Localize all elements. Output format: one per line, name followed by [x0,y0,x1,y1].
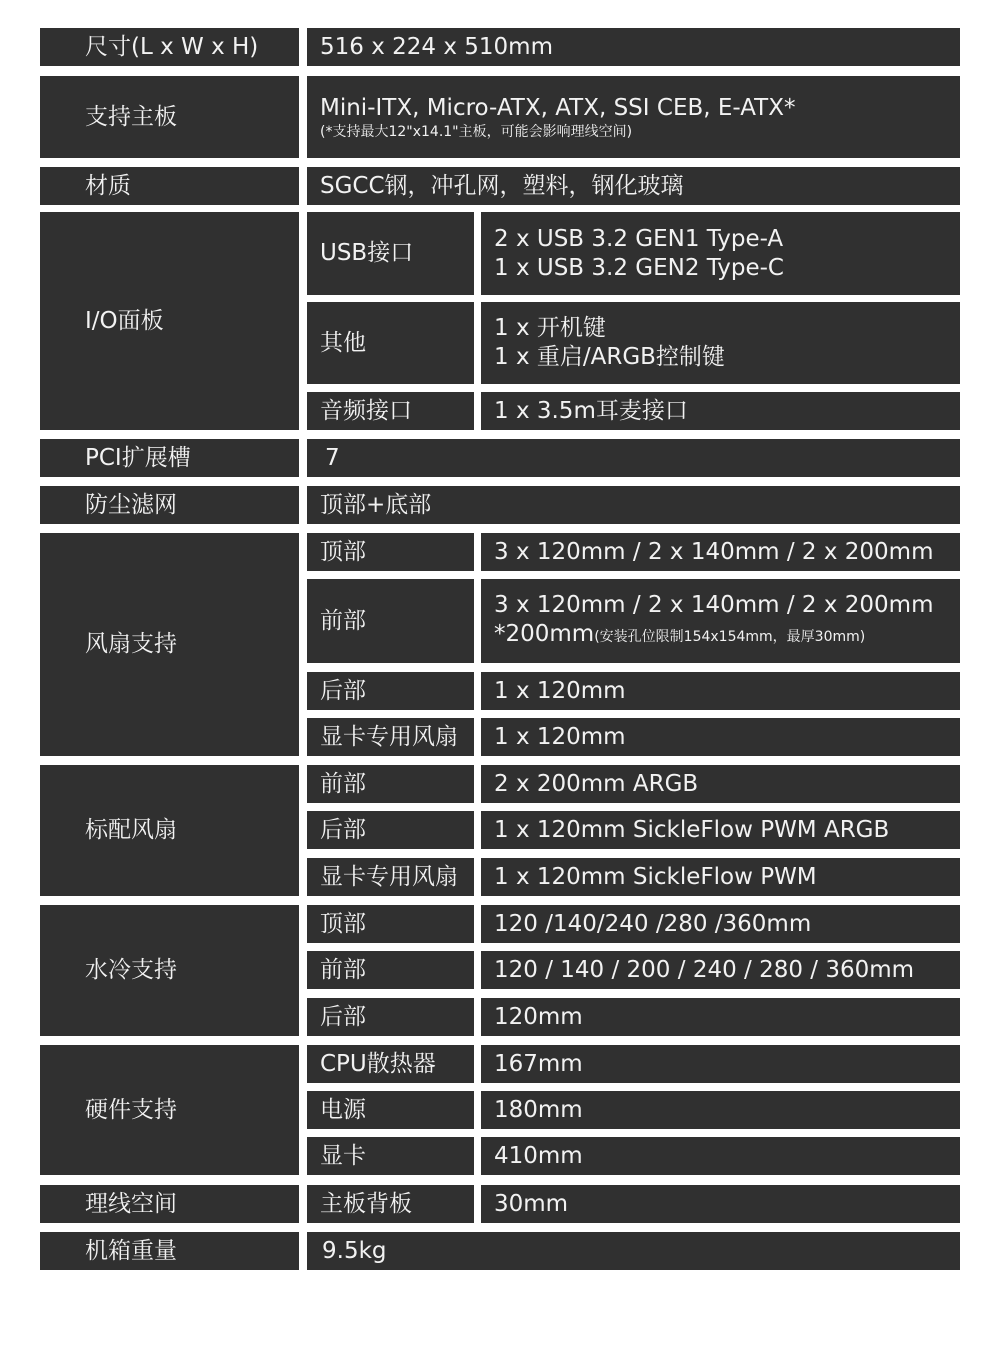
audio-label: 音频接口 [320,397,412,424]
sub-value-usb [481,212,960,295]
stock-fans-label: 标配风扇 [85,817,177,843]
sub-label-psu [307,1091,474,1129]
dimensions-label: 尺寸(L x W x H) [85,33,259,60]
liquid-cooling-label: 水冷支持 [85,957,177,983]
fan-front-label: 前部 [320,607,366,634]
row-value-pci [307,439,960,477]
fan-gpu-value: 1 x 120mm [494,723,626,750]
row-value-dust-filter [307,486,960,524]
sub-label-usb [307,212,474,295]
liquid-top-value: 120 /140/240 /280 /360mm [494,910,812,937]
sub-value-fan-rear [481,672,960,710]
cable-space-label: 理线空间 [85,1190,177,1217]
row-label-liquid-cooling [40,905,299,1036]
row-label-stock-fans [40,765,299,896]
psu-value: 180mm [494,1096,583,1123]
motherboard-note: (*支持最大12"x14.1"主板，可能会影响理线空间) [320,123,633,140]
material-label: 材质 [85,172,131,199]
row-label-material [40,167,299,205]
stock-front-label: 前部 [320,770,366,797]
sub-label-cable-space [307,1185,474,1223]
cpu-value: 167mm [494,1050,583,1077]
sub-label-stock-gpu [307,858,474,896]
liquid-front-value: 120 / 140 / 200 / 240 / 280 / 360mm [494,956,915,983]
fan-front-line2 [494,620,960,652]
pci-label: PCI扩展槽 [85,444,191,471]
row-label-fan-support [40,533,299,756]
sub-label-liquid-front [307,951,474,989]
sub-value-fan-gpu [481,718,960,756]
row-label-cable-space [40,1185,299,1223]
liquid-rear-value: 120mm [494,1003,583,1030]
sub-label-stock-front [307,765,474,803]
row-label-hardware [40,1045,299,1175]
motherboard-label: 支持主板 [85,103,177,130]
fan-front-line2-main: *200mm [494,620,595,647]
sub-value-cpu [481,1045,960,1083]
weight-label: 机箱重量 [85,1237,177,1264]
row-value-weight [307,1232,960,1270]
sub-label-fan-gpu [307,718,474,756]
row-value-motherboard [307,76,960,158]
weight-value: 9.5kg [322,1237,387,1264]
cpu-label: CPU散热器 [320,1050,436,1077]
sub-value-gpu [481,1137,960,1175]
stock-front-value: 2 x 200mm ARGB [494,770,699,797]
usb-line1: 2 x USB 3.2 GEN1 Type-A [494,225,784,252]
liquid-front-label: 前部 [320,956,366,983]
liquid-top-label: 顶部 [320,910,366,937]
sub-value-stock-gpu [481,858,960,896]
fan-top-label: 顶部 [320,538,366,565]
sub-value-liquid-rear [481,998,960,1036]
stock-gpu-value: 1 x 120mm SickleFlow PWM [494,863,817,890]
fan-gpu-label: 显卡专用风扇 [320,723,458,750]
sub-value-other [481,302,960,384]
sub-label-fan-top [307,533,474,571]
stock-rear-label: 后部 [320,816,366,843]
sub-label-liquid-top [307,905,474,943]
gpu-value: 410mm [494,1142,583,1169]
usb-label: USB接口 [320,240,414,266]
row-value-dimensions [307,28,960,66]
audio-value: 1 x 3.5m耳麦接口 [494,397,688,424]
other-label: 其他 [320,329,366,356]
fan-rear-label: 后部 [320,677,366,704]
row-value-material [307,167,960,205]
usb-line2: 1 x USB 3.2 GEN2 Type-C [494,254,784,281]
sub-value-cable-space [481,1185,960,1223]
sub-label-liquid-rear [307,998,474,1036]
other-line2: 1 x 重启/ARGB控制键 [494,344,725,370]
hardware-label: 硬件支持 [85,1096,177,1123]
sub-value-psu [481,1091,960,1129]
gpu-label: 显卡 [320,1142,366,1169]
dust-filter-label: 防尘滤网 [85,491,177,518]
sub-label-cpu [307,1045,474,1083]
row-label-dust-filter [40,486,299,524]
stock-rear-value: 1 x 120mm SickleFlow PWM ARGB [494,816,890,843]
cable-space-value: 30mm [494,1190,569,1217]
fan-top-value: 3 x 120mm / 2 x 140mm / 2 x 200mm [494,538,934,565]
motherboard-value: Mini-ITX, Micro-ATX, ATX, SSI CEB, E-ATX* [320,94,796,121]
pci-value: 7 [325,444,340,471]
sub-value-fan-front [481,579,960,663]
fan-front-line1: 3 x 120mm / 2 x 140mm / 2 x 200mm [494,591,934,618]
sub-value-liquid-top [481,905,960,943]
material-value: SGCC钢，冲孔网，塑料，钢化玻璃 [320,172,684,199]
sub-value-fan-top [481,533,960,571]
sub-value-stock-rear [481,811,960,849]
row-label-motherboard [40,76,299,158]
fan-front-line2-note: (安装孔位限制154x154mm，最厚30mm) [594,628,866,645]
stock-gpu-label: 显卡专用风扇 [320,863,458,890]
sub-value-liquid-front [481,951,960,989]
sub-value-stock-front [481,765,960,803]
row-label-weight [40,1232,299,1270]
sub-label-other [307,302,474,384]
fan-rear-value: 1 x 120mm [494,677,626,704]
dimensions-value: 516 x 224 x 510mm [320,33,553,60]
row-label-io-panel [40,212,299,430]
sub-label-stock-rear [307,811,474,849]
liquid-rear-label: 后部 [320,1003,366,1030]
fan-support-label: 风扇支持 [85,631,177,657]
row-label-pci [40,439,299,477]
sub-value-audio [481,392,960,430]
sub-label-audio [307,392,474,430]
dust-filter-value: 顶部+底部 [320,491,432,518]
cable-space-sub-label: 主板背板 [320,1190,412,1217]
sub-label-gpu [307,1137,474,1175]
sub-label-fan-rear [307,672,474,710]
other-line1: 1 x 开机键 [494,315,606,341]
psu-label: 电源 [320,1096,366,1123]
row-label-dimensions [40,28,299,66]
sub-label-fan-front [307,579,474,663]
io-panel-label: I/O面板 [85,307,164,334]
